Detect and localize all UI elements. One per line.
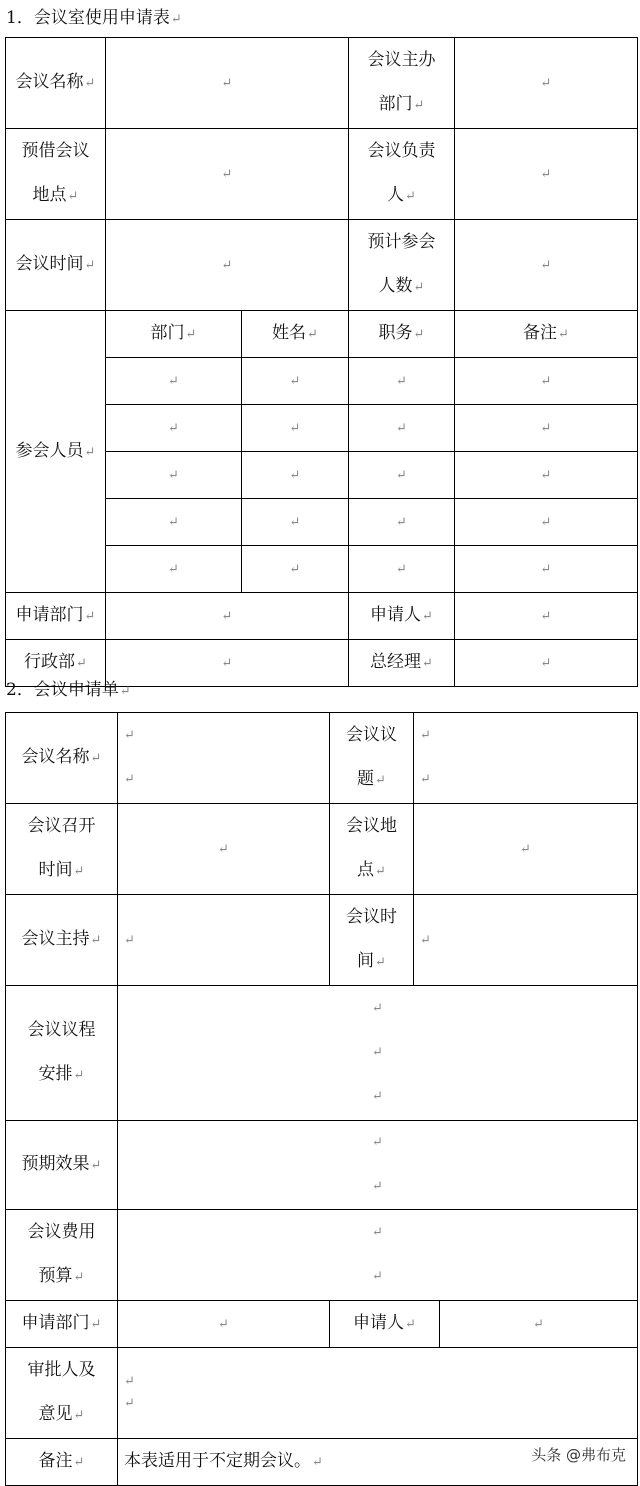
attendee-cell[interactable]: ↵ xyxy=(106,546,242,593)
attendee-cell[interactable]: ↵ xyxy=(242,405,349,452)
attendee-cell[interactable]: ↵ xyxy=(455,546,638,593)
attendee-cell[interactable]: ↵ xyxy=(242,452,349,499)
expected-effect-value[interactable]: ↵ ↵ xyxy=(118,1121,638,1210)
attendee-cell[interactable]: ↵ xyxy=(455,452,638,499)
meeting-time-label: 会议时间↵ xyxy=(6,220,106,311)
section2-title: 2．会议申请单↵ xyxy=(6,680,131,700)
budget-value[interactable]: ↵ ↵ xyxy=(118,1210,638,1301)
attendee-cell[interactable]: ↵ xyxy=(349,405,455,452)
approver-value[interactable]: ↵ ↵ xyxy=(118,1348,638,1439)
applicant-label-2: 申请人↵ xyxy=(330,1301,440,1348)
agenda-label: 会议议程 安排↵ xyxy=(6,986,118,1121)
attendees-label: 参会人员↵ xyxy=(6,311,106,593)
host-dept-label: 会议主办 部门↵ xyxy=(349,38,455,129)
convene-time-value[interactable]: ↵ xyxy=(118,804,330,895)
attendee-cell[interactable]: ↵ xyxy=(242,499,349,546)
column-header-remarks: 备注↵ xyxy=(455,311,638,358)
attendee-cell[interactable]: ↵ xyxy=(106,452,242,499)
column-header-name: 姓名↵ xyxy=(242,311,349,358)
host-value[interactable]: ↵ xyxy=(118,895,330,986)
attendee-count-value[interactable]: ↵ xyxy=(455,220,638,311)
column-header-dept: 部门↵ xyxy=(106,311,242,358)
topic-value[interactable]: ↵ ↵ xyxy=(414,713,638,804)
general-manager-label: 总经理↵ xyxy=(349,640,455,687)
attendee-cell[interactable]: ↵ xyxy=(455,405,638,452)
attendee-cell[interactable]: ↵ xyxy=(106,499,242,546)
admin-dept-label: 行政部↵ xyxy=(6,640,106,687)
section1-title: 1．会议室使用申请表↵ xyxy=(6,8,182,28)
venue-label-2: 会议地 点↵ xyxy=(330,804,414,895)
attendee-cell[interactable]: ↵ xyxy=(106,358,242,405)
time-value-2[interactable]: ↵ xyxy=(414,895,638,986)
venue-value[interactable]: ↵ xyxy=(106,129,349,220)
admin-dept-value[interactable]: ↵ xyxy=(106,640,349,687)
attendee-cell[interactable]: ↵ xyxy=(349,452,455,499)
watermark: 头条 @弗布克 xyxy=(531,1446,626,1464)
remarks-label: 备注↵ xyxy=(6,1439,118,1486)
meeting-time-value[interactable]: ↵ xyxy=(106,220,349,311)
attendee-count-label: 预计参会 人数↵ xyxy=(349,220,455,311)
applicant-value[interactable]: ↵ xyxy=(455,593,638,640)
budget-label: 会议费用 预算↵ xyxy=(6,1210,118,1301)
person-in-charge-label: 会议负责 人↵ xyxy=(349,129,455,220)
approver-label: 审批人及 意见↵ xyxy=(6,1348,118,1439)
apply-dept-label-2: 申请部门↵ xyxy=(6,1301,118,1348)
attendee-cell[interactable]: ↵ xyxy=(349,358,455,405)
host-label: 会议主持↵ xyxy=(6,895,118,986)
meeting-name-label-2: 会议名称↵ xyxy=(6,713,118,804)
attendee-cell[interactable]: ↵ xyxy=(455,499,638,546)
apply-dept-value-2[interactable]: ↵ xyxy=(118,1301,330,1348)
venue-label: 预借会议 地点↵ xyxy=(6,129,106,220)
topic-label: 会议议 题↵ xyxy=(330,713,414,804)
applicant-value-2[interactable]: ↵ xyxy=(440,1301,638,1348)
meeting-name-label: 会议名称↵ xyxy=(6,38,106,129)
column-header-position: 职务↵ xyxy=(349,311,455,358)
person-in-charge-value[interactable]: ↵ xyxy=(455,129,638,220)
venue-value-2[interactable]: ↵ xyxy=(414,804,638,895)
attendee-cell[interactable]: ↵ xyxy=(349,546,455,593)
agenda-value[interactable]: ↵ ↵ ↵ xyxy=(118,986,638,1121)
applicant-label: 申请人↵ xyxy=(349,593,455,640)
time-label-2: 会议时 间↵ xyxy=(330,895,414,986)
expected-effect-label: 预期效果↵ xyxy=(6,1121,118,1210)
attendee-cell[interactable]: ↵ xyxy=(106,405,242,452)
meeting-room-application-table xyxy=(5,37,638,687)
attendee-cell[interactable]: ↵ xyxy=(242,358,349,405)
remarks-value: 本表适用于不定期会议。↵ xyxy=(118,1439,638,1486)
meeting-name-value-2[interactable]: ↵ ↵ xyxy=(118,713,330,804)
attendee-cell[interactable]: ↵ xyxy=(455,358,638,405)
attendee-cell[interactable]: ↵ xyxy=(242,546,349,593)
meeting-name-value[interactable]: ↵ xyxy=(106,38,349,129)
attendee-cell[interactable]: ↵ xyxy=(349,499,455,546)
meeting-request-form-table xyxy=(5,712,638,1486)
apply-dept-label: 申请部门↵ xyxy=(6,593,106,640)
host-dept-value[interactable]: ↵ xyxy=(455,38,638,129)
apply-dept-value[interactable]: ↵ xyxy=(106,593,349,640)
convene-time-label: 会议召开 时间↵ xyxy=(6,804,118,895)
general-manager-value[interactable]: ↵ xyxy=(455,640,638,687)
